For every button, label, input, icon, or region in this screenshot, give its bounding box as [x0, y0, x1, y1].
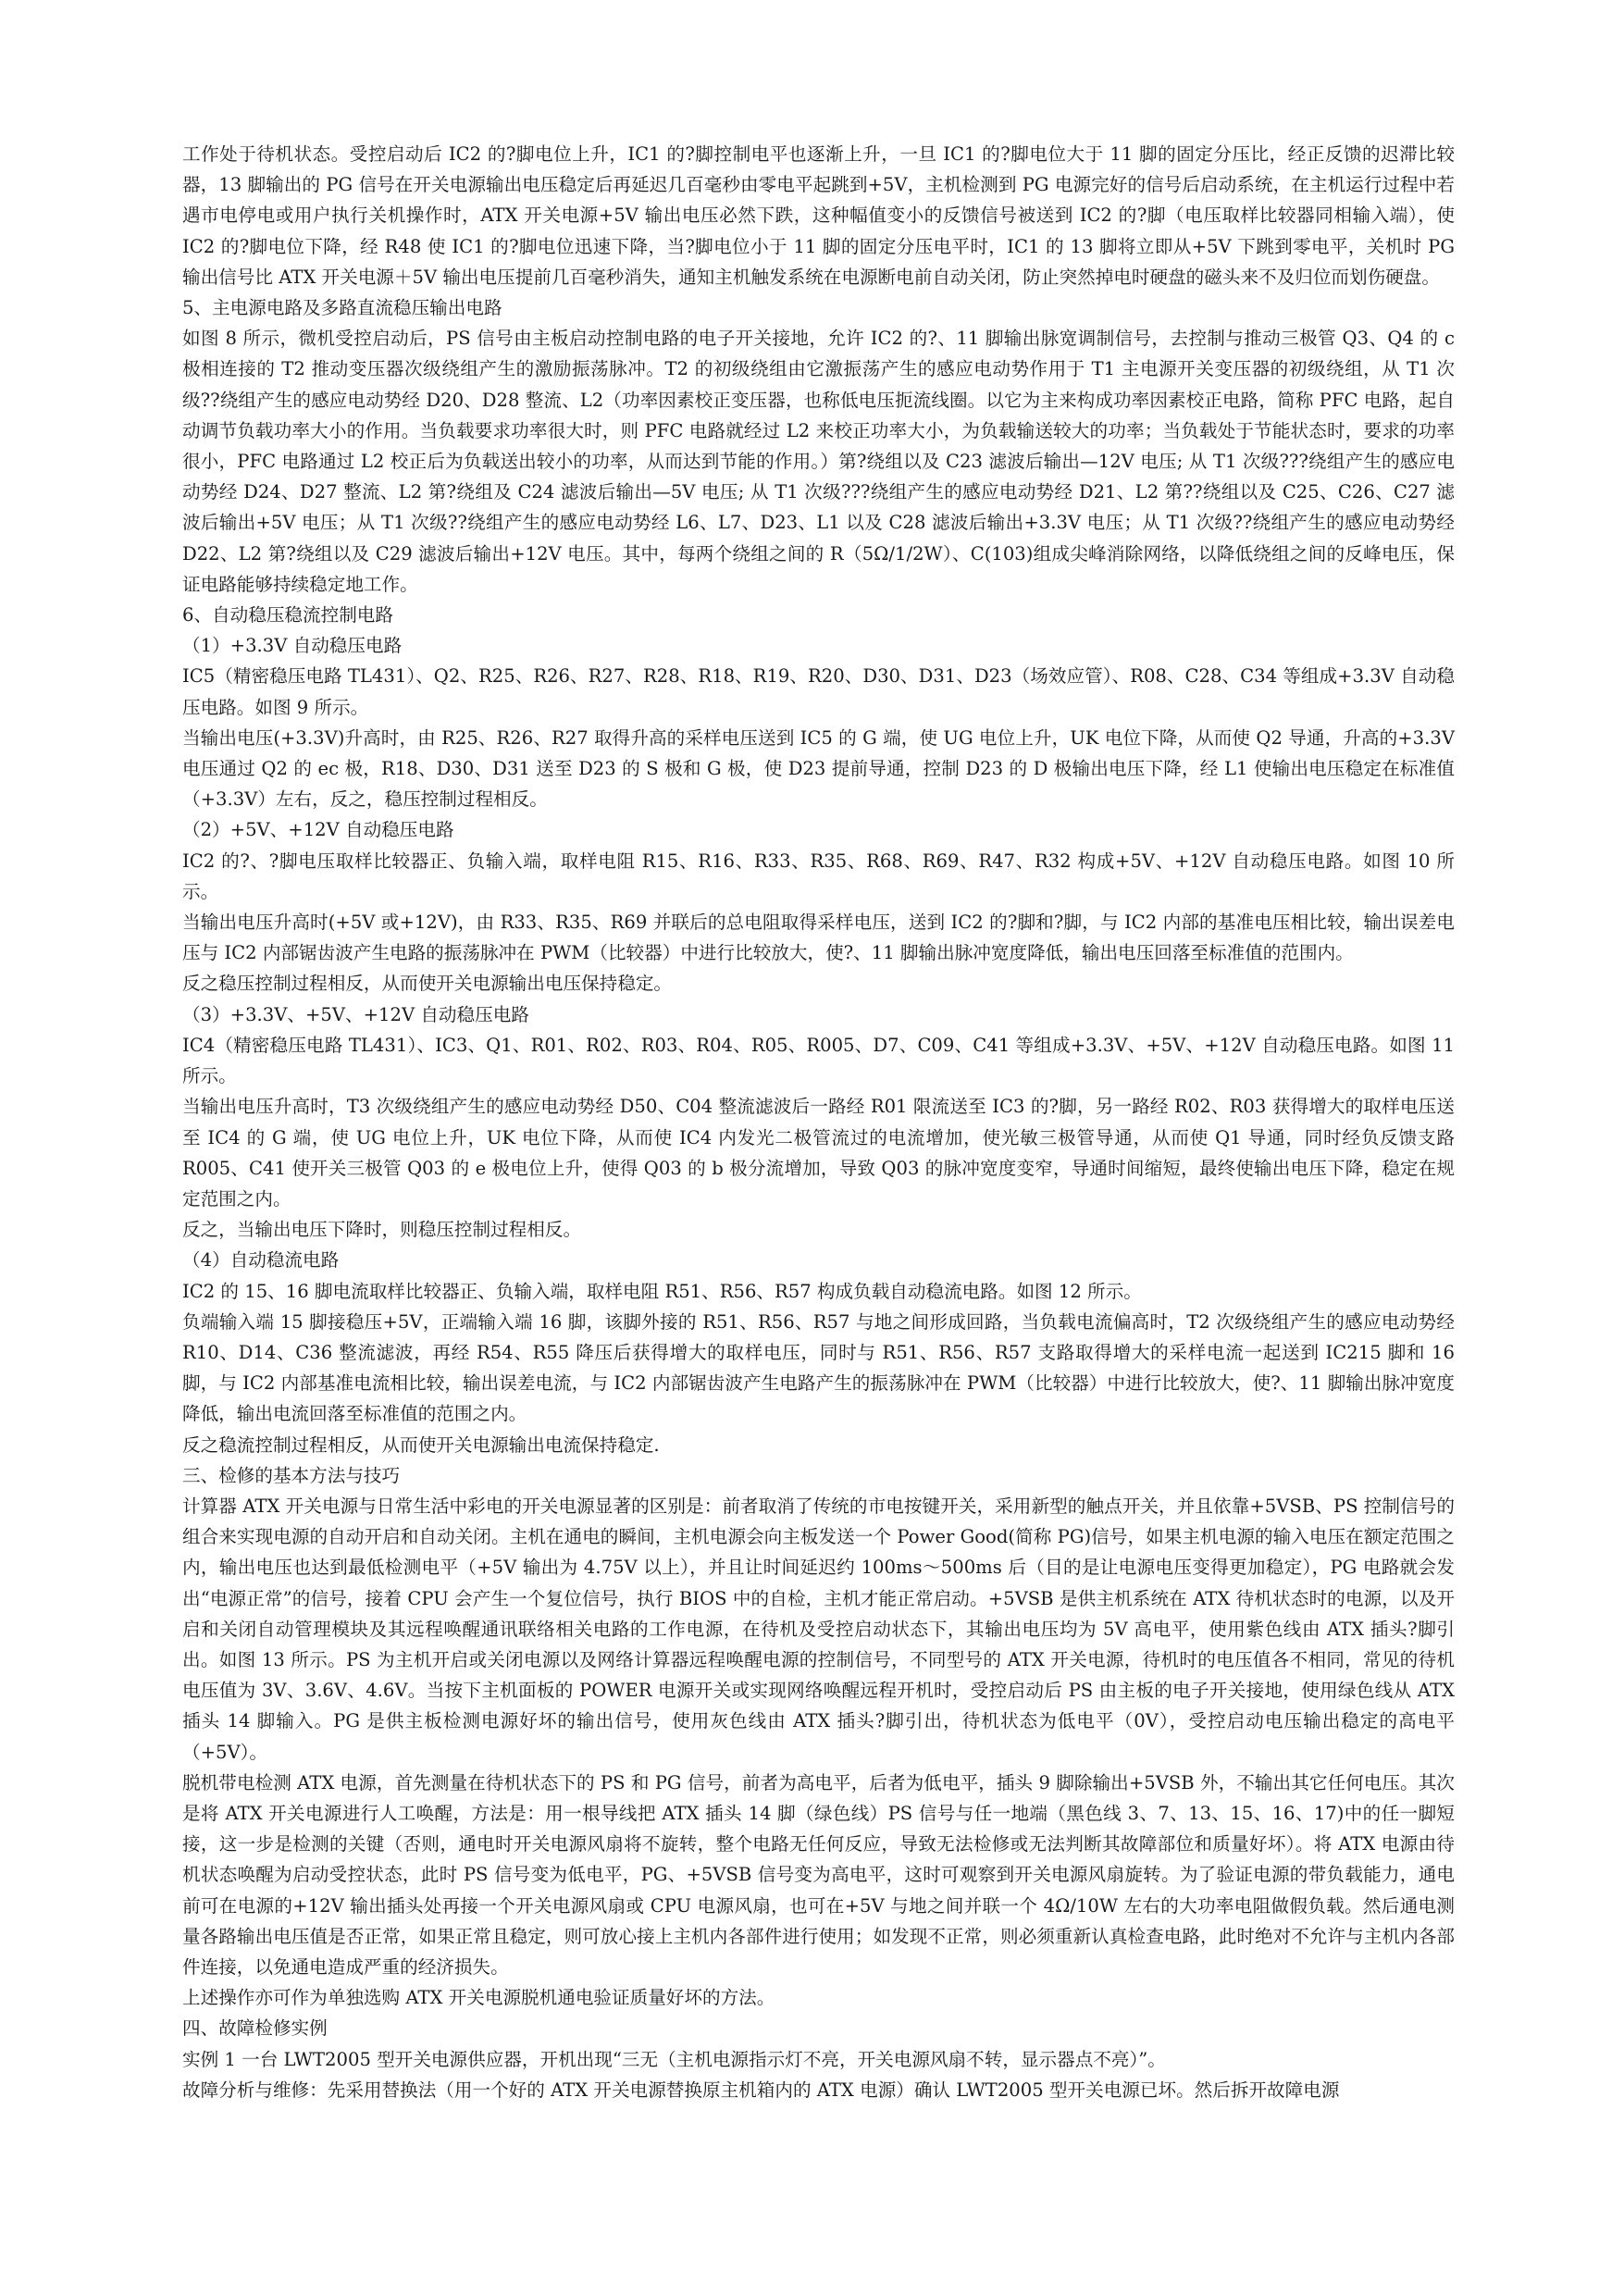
body-paragraph: 当输出电压(+3.3V)升高时，由 R25、R26、R27 取得升高的采样电压送到 IC5 的 G 端，使 UG 电位上升，UK 电位下降，从而使 Q2 导通，升高的+3.3V 电压通过 Q2 的 ec 极，R18、D30、D31 送至 D23 的 S 极和 G 极，使 D23 提前导通，控制 D23 的 D 极输出电压下降，经 L1 使输出电压稳定在标准值（+3.3V）左右，反之，稳压控制过程相反。	[182, 726, 1455, 811]
section-heading: （1）+3.3V 自动稳压电路	[182, 635, 403, 657]
body-paragraph: IC4（精密稳压电路 TL431）、IC3、Q1、R01、R02、R03、R04、R05、R005、D7、C09、C41 等组成+3.3V、+5V、+12V 自动稳压电路。如图 11 所示。	[182, 1034, 1455, 1087]
body-paragraph: 反之，当输出电压下降时，则稳压控制过程相反。	[182, 1219, 582, 1241]
body-paragraph: 计算器 ATX 开关电源与日常生活中彩电的开关电源显著的区别是：前者取消了传统的市电按键开关，采用新型的触点开关，并且依靠+5VSB、PS 控制信号的组合来实现电源的自动开启和自动关闭。主机在通电的瞬间，主机电源会向主板发送一个 Power Good(简称 PG)信号，如果主机电源的输入电压在额定范围之内，输出电压也达到最低检测电平（+5V 输出为 4.75V 以上），并且让时间延迟约 100ms～500ms 后（目的是让电源电压变得更加稳定），PG 电路就会发出“电源正常”的信号，接着 CPU 会产生一个复位信号，执行 BIOS 中的自检，主机才能正常启动。+5VSB 是供主机系统在 ATX 待机状态时的电源，以及开启和关闭自动管理模块及其远程唤醒通讯联络相关电路的工作电源，在待机及受控启动状态下，其输出电压均为 5V 高电平，使用紫色线由 ATX 插头?脚引出。如图 13 所示。PS 为主机开启或关闭电源以及网络计算器远程唤醒电源的控制信号，不同型号的 ATX 开关电源，待机时的电压值各不相同，常见的待机电压值为 3V、3.6V、4.6V。当按下主机面板的 POWER 电源开关或实现网络唤醒远程开机时，受控启动后 PS 由主板的电子开关接地，使用绿色线从 ATX 插头 14 脚输入。PG 是供主板检测电源好坏的输出信号，使用灰色线由 ATX 插头?脚引出，待机状态为低电平（0V），受控启动电压输出稳定的高电平（+5V）。	[182, 1495, 1455, 1763]
document-page	[182, 139, 1455, 2105]
body-paragraph: 反之稳流控制过程相反，从而使开关电源输出电流保持稳定.	[182, 1433, 660, 1456]
body-paragraph: 当输出电压升高时，T3 次级绕组产生的感应电动势经 D50、C04 整流滤波后一路经 R01 限流送至 IC3 的?脚，另一路经 R02、R03 获得增大的取样电压送至 IC4 的 G 端，使 UG 电位上升，UK 电位下降，从而使 IC4 内发光二极管流过的电流增加，使光敏三极管导通，从而使 Q1 导通，同时经负反馈支路 R005、C41 使开关三极管 Q03 的 e 极电位上升，使得 Q03 的 b 极分流增加，导致 Q03 的脉冲宽度变窄，导通时间缩短，最终使输出电压下降，稳定在规定范围之内。	[182, 1096, 1455, 1210]
section-heading: 5、主电源电路及多路直流稳压输出电路	[182, 297, 502, 319]
body-paragraph: 如图 8 所示，微机受控启动后，PS 信号由主板启动控制电路的电子开关接地，允许 IC2 的?、11 脚输出脉宽调制信号，去控制与推动三极管 Q3、Q4 的 c 极相连接的 T2 推动变压器次级绕组产生的激励振荡脉冲。T2 的初级绕组由它激振荡产生的感应电动势作用于 T1 主电源开关变压器的初级绕组，从 T1 次级??绕组产生的感应电动势经 D20、D28 整流、L2（功率因素校正变压器，也称低电压扼流线圈。以它为主来构成功率因素校正电路，简称 PFC 电路，起自动调节负载功率大小的作用。当负载要求功率很大时，则 PFC 电路就经过 L2 来校正功率大小，为负载输送较大的功率；当负载处于节能状态时，要求的功率很小，PFC 电路通过 L2 校正后为负载送出较小的功率，从而达到节能的作用。）第?绕组以及 C23 滤波后输出—12V 电压; 从 T1 次级???绕组产生的感应电动势经 D24、D27 整流、L2 第?绕组及 C24 滤波后输出—5V 电压; 从 T1 次级???绕组产生的感应电动势经 D21、L2 第??绕组以及 C25、C26、C27 滤波后输出+5V 电压；从 T1 次级??绕组产生的感应电动势经 L6、L7、D23、L1 以及 C28 滤波后输出+3.3V 电压；从 T1 次级??绕组产生的感应电动势经 D22、L2 第?绕组以及 C29 滤波后输出+12V 电压。其中，每两个绕组之间的 R（5Ω/1/2W）、C(103)组成尖峰消除网络，以降低绕组之间的反峰电压，保证电路能够持续稳定地工作。	[182, 328, 1455, 595]
section-heading: 三、检修的基本方法与技巧	[182, 1464, 401, 1486]
body-paragraph: 故障分析与维修：先采用替换法（用一个好的 ATX 开关电源替换原主机箱内的 ATX 电源）确认 LWT2005 型开关电源已坏。然后拆开故障电源	[182, 2079, 1340, 2101]
body-paragraph: 实例 1 一台 LWT2005 型开关电源供应器，开机出现“三无（主机电源指示灯不亮，开关电源风扇不转，显示器点不亮）”。	[182, 2048, 1166, 2070]
body-paragraph: 负端输入端 15 脚接稳压+5V，正端输入端 16 脚，该脚外接的 R51、R56、R57 与地之间形成回路，当负载电流偏高时，T2 次级绕组产生的感应电动势经 R10、D14、C36 整流滤波，再经 R54、R55 降压后获得增大的取样电压，同时与 R51、R56、R57 支路取得增大的采样电流一起送到 IC215 脚和 16 脚，与 IC2 内部基准电流相比较，输出误差电流，与 IC2 内部锯齿波产生电路产生的振荡脉冲在 PWM（比较器）中进行比较放大，使?、11 脚输出脉冲宽度降低，输出电流回落至标准值的范围之内。	[182, 1310, 1455, 1425]
body-paragraph: 上述操作亦可作为单独选购 ATX 开关电源脱机通电验证质量好坏的方法。	[182, 1987, 775, 2009]
body-paragraph: IC5（精密稳压电路 TL431）、Q2、R25、R26、R27、R28、R18、R19、R20、D30、D31、D23（场效应管）、R08、C28、C34 等组成+3.3V 自动稳压电路。如图 9 所示。	[182, 665, 1455, 718]
section-heading: （3）+3.3V、+5V、+12V 自动稳压电路	[182, 1003, 529, 1025]
section-heading: 6、自动稳压稳流控制电路	[182, 604, 393, 627]
body-paragraph: IC2 的 15、16 脚电流取样比较器正、负输入端，取样电阻 R51、R56、R57 构成负载自动稳流电路。如图 12 所示。	[182, 1280, 1142, 1302]
body-paragraph: 反之稳压控制过程相反，从而使开关电源输出电压保持稳定。	[182, 973, 673, 995]
body-paragraph: 当输出电压升高时(+5V 或+12V)，由 R33、R35、R69 并联后的总电阻取得采样电压，送到 IC2 的?脚和?脚，与 IC2 内部的基准电压相比较，输出误差电压与 IC2 内部锯齿波产生电路的振荡脉冲在 PWM（比较器）中进行比较放大，使?、11 脚输出脉冲宽度降低，输出电压回落至标准值的范围内。	[182, 912, 1455, 964]
section-heading: （4）自动稳流电路	[182, 1249, 340, 1272]
section-heading: （2）+5V、+12V 自动稳压电路	[182, 819, 454, 841]
section-heading: 四、故障检修实例	[182, 2017, 328, 2040]
body-paragraph: 工作处于待机状态。受控启动后 IC2 的?脚电位上升，IC1 的?脚控制电平也逐渐上升，一旦 IC1 的?脚电位大于 11 脚的固定分压比，经正反馈的迟滞比较器，13 脚输出的 PG 信号在开关电源输出电压稳定后再延迟几百毫秒由零电平起跳到+5V，主机检测到 PG 电源完好的信号后启动系统，在主机运行过程中若遇市电停电或用户执行关机操作时，ATX 开关电源+5V 输出电压必然下跌，这种幅值变小的反馈信号被送到 IC2 的?脚（电压取样比较器同相输入端），使 IC2 的?脚电位下降，经 R48 使 IC1 的?脚电位迅速下降，当?脚电位小于 11 脚的固定分压电平时，IC1 的 13 脚将立即从+5V 下跳到零电平，关机时 PG 输出信号比 ATX 开关电源＋5V 输出电压提前几百毫秒消失，通知主机触发系统在电源断电前自动关闭，防止突然掉电时硬盘的磁头来不及归位而划伤硬盘。	[182, 143, 1455, 288]
body-paragraph: IC2 的?、?脚电压取样比较器正、负输入端，取样电阻 R15、R16、R33、R35、R68、R69、R47、R32 构成+5V、+12V 自动稳压电路。如图 10 所示。	[182, 850, 1455, 902]
body-paragraph: 脱机带电检测 ATX 电源，首先测量在待机状态下的 PS 和 PG 信号，前者为高电平，后者为低电平，插头 9 脚除输出+5VSB 外，不输出其它任何电压。其次是将 ATX 开关电源进行人工唤醒，方法是：用一根导线把 ATX 插头 14 脚（绿色线）PS 信号与任一地端（黑色线 3、7、13、15、16、17)中的任一脚短接，这一步是检测的关键（否则，通电时开关电源风扇将不旋转，整个电路无任何反应，导致无法检修或无法判断其故障部位和质量好坏）。将 ATX 电源由待机状态唤醒为启动受控状态，此时 PS 信号变为低电平，PG、+5VSB 信号变为高电平，这时可观察到开关电源风扇旋转。为了验证电源的带负载能力，通电前可在电源的+12V 输出插头处再接一个开关电源风扇或 CPU 电源风扇，也可在+5V 与地之间并联一个 4Ω/10W 左右的大功率电阻做假负载。然后通电测量各路输出电压值是否正常，如果正常且稳定，则可放心接上主机内各部件进行使用；如发现不正常，则必须重新认真检查电路，此时绝对不允许与主机内各部件连接，以免通电造成严重的经济损失。	[182, 1771, 1455, 1978]
